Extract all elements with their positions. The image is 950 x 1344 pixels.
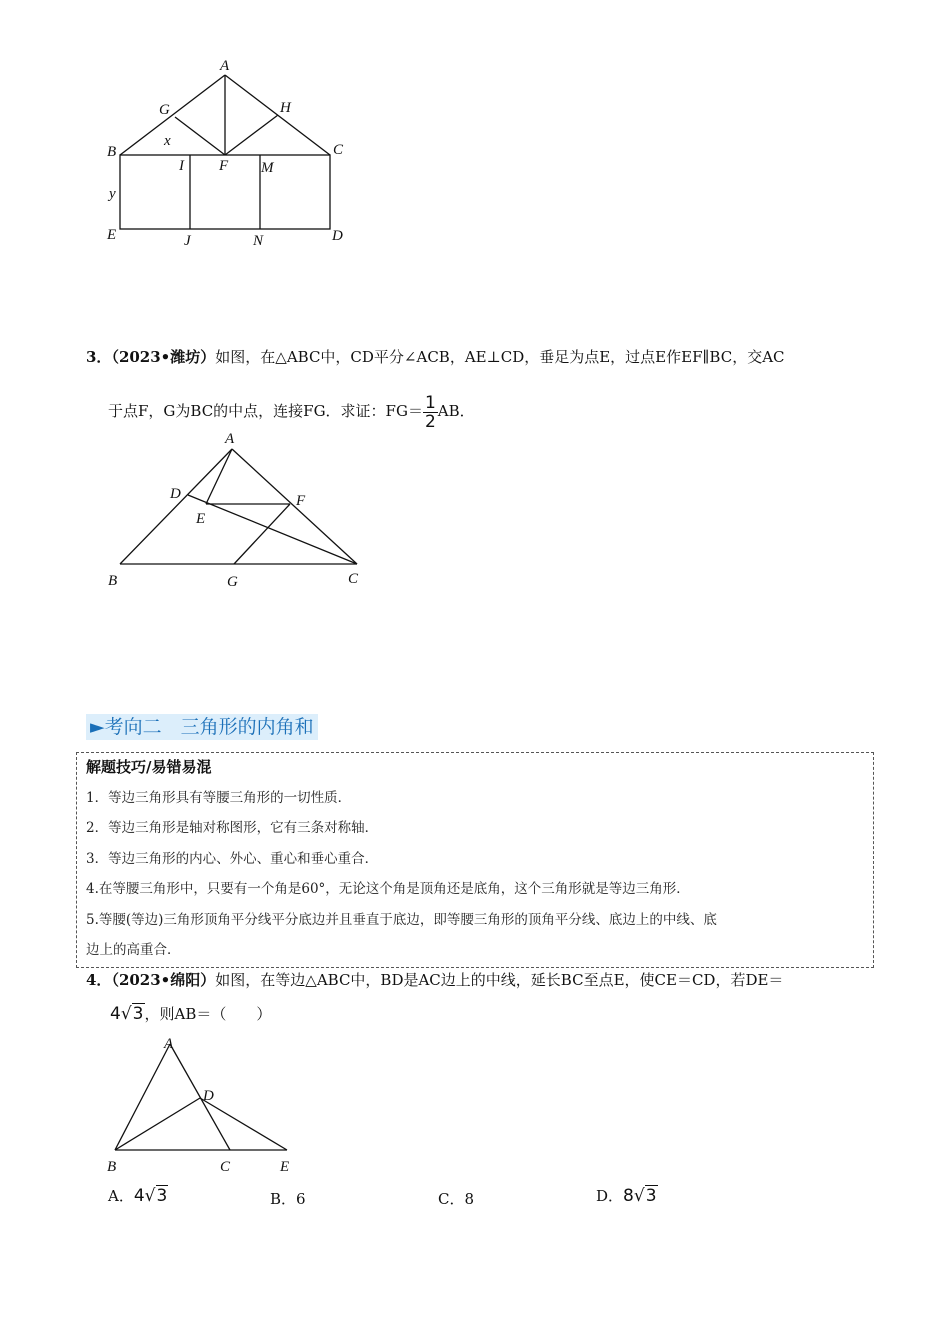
tip-item-6: 边上的高重合．: [86, 942, 181, 958]
question-3-text-3: AB．: [437, 402, 475, 420]
fig3-label-C: C: [220, 1159, 231, 1175]
fig1-label-N: N: [253, 233, 264, 249]
question-4-text-1: 如图，在等边△ABC中，BD是AC边上的中线，延长BC至点E，使CE＝CD，若DE＝: [215, 971, 784, 989]
fig2-label-G: G: [227, 574, 238, 590]
fig1-label-M: M: [261, 160, 274, 176]
option-b-value: 6: [296, 1190, 306, 1208]
option-a-label: A．: [108, 1187, 134, 1205]
fig3-line-DE: [200, 1098, 287, 1150]
option-d-coefficient: 8: [623, 1186, 634, 1206]
option-c[interactable]: [438, 1189, 474, 1209]
question-3-source: （2023•潍坊）: [111, 348, 216, 366]
question-4-line-2: [110, 1004, 271, 1024]
option-b[interactable]: [270, 1189, 306, 1209]
option-c-label: C．: [438, 1190, 465, 1208]
fig3-label-B: B: [107, 1159, 117, 1175]
tip-item-2: 2．等边三角形是轴对称图形，它有三条对称轴．: [86, 820, 379, 836]
fig3-label-E: E: [280, 1159, 290, 1175]
radical-coefficient: 4: [110, 1004, 121, 1024]
fig1-label-F: F: [219, 158, 229, 174]
fig1-label-E: E: [107, 227, 117, 243]
fig2-label-A: A: [225, 431, 235, 447]
question-4-text-2: ，则AB＝（ ）: [144, 1005, 272, 1023]
fig1-label-C: C: [333, 142, 344, 158]
fig1-label-G: G: [159, 102, 170, 118]
fig3-line-AB: [115, 1044, 170, 1150]
fig1-label-x: x: [164, 133, 171, 149]
question-4-line-1: [86, 970, 783, 990]
fraction-denominator: 2: [424, 411, 436, 432]
tip-item-4: 4.在等腰三角形中，只要有一个角是60°，无论这个角是顶角还是底角，这个三角形就是等边三角形．: [86, 881, 690, 897]
fig3-line-AC: [170, 1044, 230, 1150]
fig3-line-BD: [115, 1098, 200, 1150]
fig2-label-C: C: [348, 571, 359, 587]
tips-heading: 解题技巧/易错易混: [86, 758, 212, 776]
fig1-label-y: y: [109, 186, 116, 202]
option-d-radicand: 3: [645, 1186, 657, 1206]
question-3-line-1: [86, 347, 785, 367]
tip-item-1: 1．等边三角形具有等腰三角形的一切性质．: [86, 790, 352, 806]
fig3-label-A: A: [164, 1036, 174, 1052]
option-d-label: D．: [596, 1187, 624, 1205]
option-a-coefficient: 4: [133, 1186, 145, 1206]
radicand: 3: [132, 1004, 144, 1024]
option-b-label: B．: [270, 1190, 297, 1208]
fig1-label-I: I: [179, 158, 184, 174]
fig2-label-F: F: [296, 493, 306, 509]
option-d[interactable]: [596, 1186, 658, 1206]
fig2-label-D: D: [170, 486, 181, 502]
fig2-label-E: E: [196, 511, 206, 527]
fig1-label-J: J: [184, 233, 191, 249]
section-title: ►考向二 三角形的内角和: [86, 714, 318, 740]
fig1-line-HF: [225, 115, 278, 155]
fraction-one-half: [423, 394, 438, 431]
radical-4-root-3: 4√3: [110, 1004, 144, 1024]
figure-2-triangle: [100, 425, 380, 595]
fig1-label-B: B: [107, 144, 117, 160]
fig3-label-D: D: [203, 1088, 214, 1104]
fig1-line-GF: [175, 117, 225, 155]
figure-1-house: [95, 50, 365, 255]
option-d-value: 8√3: [623, 1186, 657, 1206]
fig2-line-DC: [188, 495, 357, 564]
option-a-value: 4√3: [133, 1186, 168, 1206]
tip-item-3: 3．等边三角形的内心、外心、重心和垂心重合．: [86, 851, 379, 867]
option-c-value: 8: [464, 1190, 475, 1208]
option-a-radicand: 3: [156, 1186, 168, 1206]
question-3-text-1: 如图，在△ABC中，CD平分∠ACB，AE⊥CD，垂足为点E，过点E作EF∥BC，交AC: [215, 348, 785, 366]
fig2-label-B: B: [108, 573, 118, 589]
question-4-number: 4．: [86, 971, 112, 989]
tip-item-5: 5.等腰(等边)三角形顶角平分线平分底边并且垂直于底边，即等腰三角形的顶角平分线、底边上的中线、底: [86, 912, 717, 928]
fig1-label-A: A: [220, 58, 230, 74]
question-3-number: 3．: [86, 348, 112, 366]
question-3-text-2: 于点F，G为BC的中点，连接FG．求证：FG＝: [108, 402, 423, 420]
fig1-label-H: H: [280, 100, 291, 116]
fig2-line-AE: [206, 449, 232, 504]
figure-3-triangle: [100, 1030, 310, 1180]
question-4-source: （2023•绵阳）: [111, 971, 216, 989]
option-a[interactable]: [108, 1186, 168, 1206]
fig2-line-FG: [234, 504, 290, 564]
fig1-label-D: D: [332, 228, 343, 244]
fraction-numerator: 1: [424, 392, 436, 413]
